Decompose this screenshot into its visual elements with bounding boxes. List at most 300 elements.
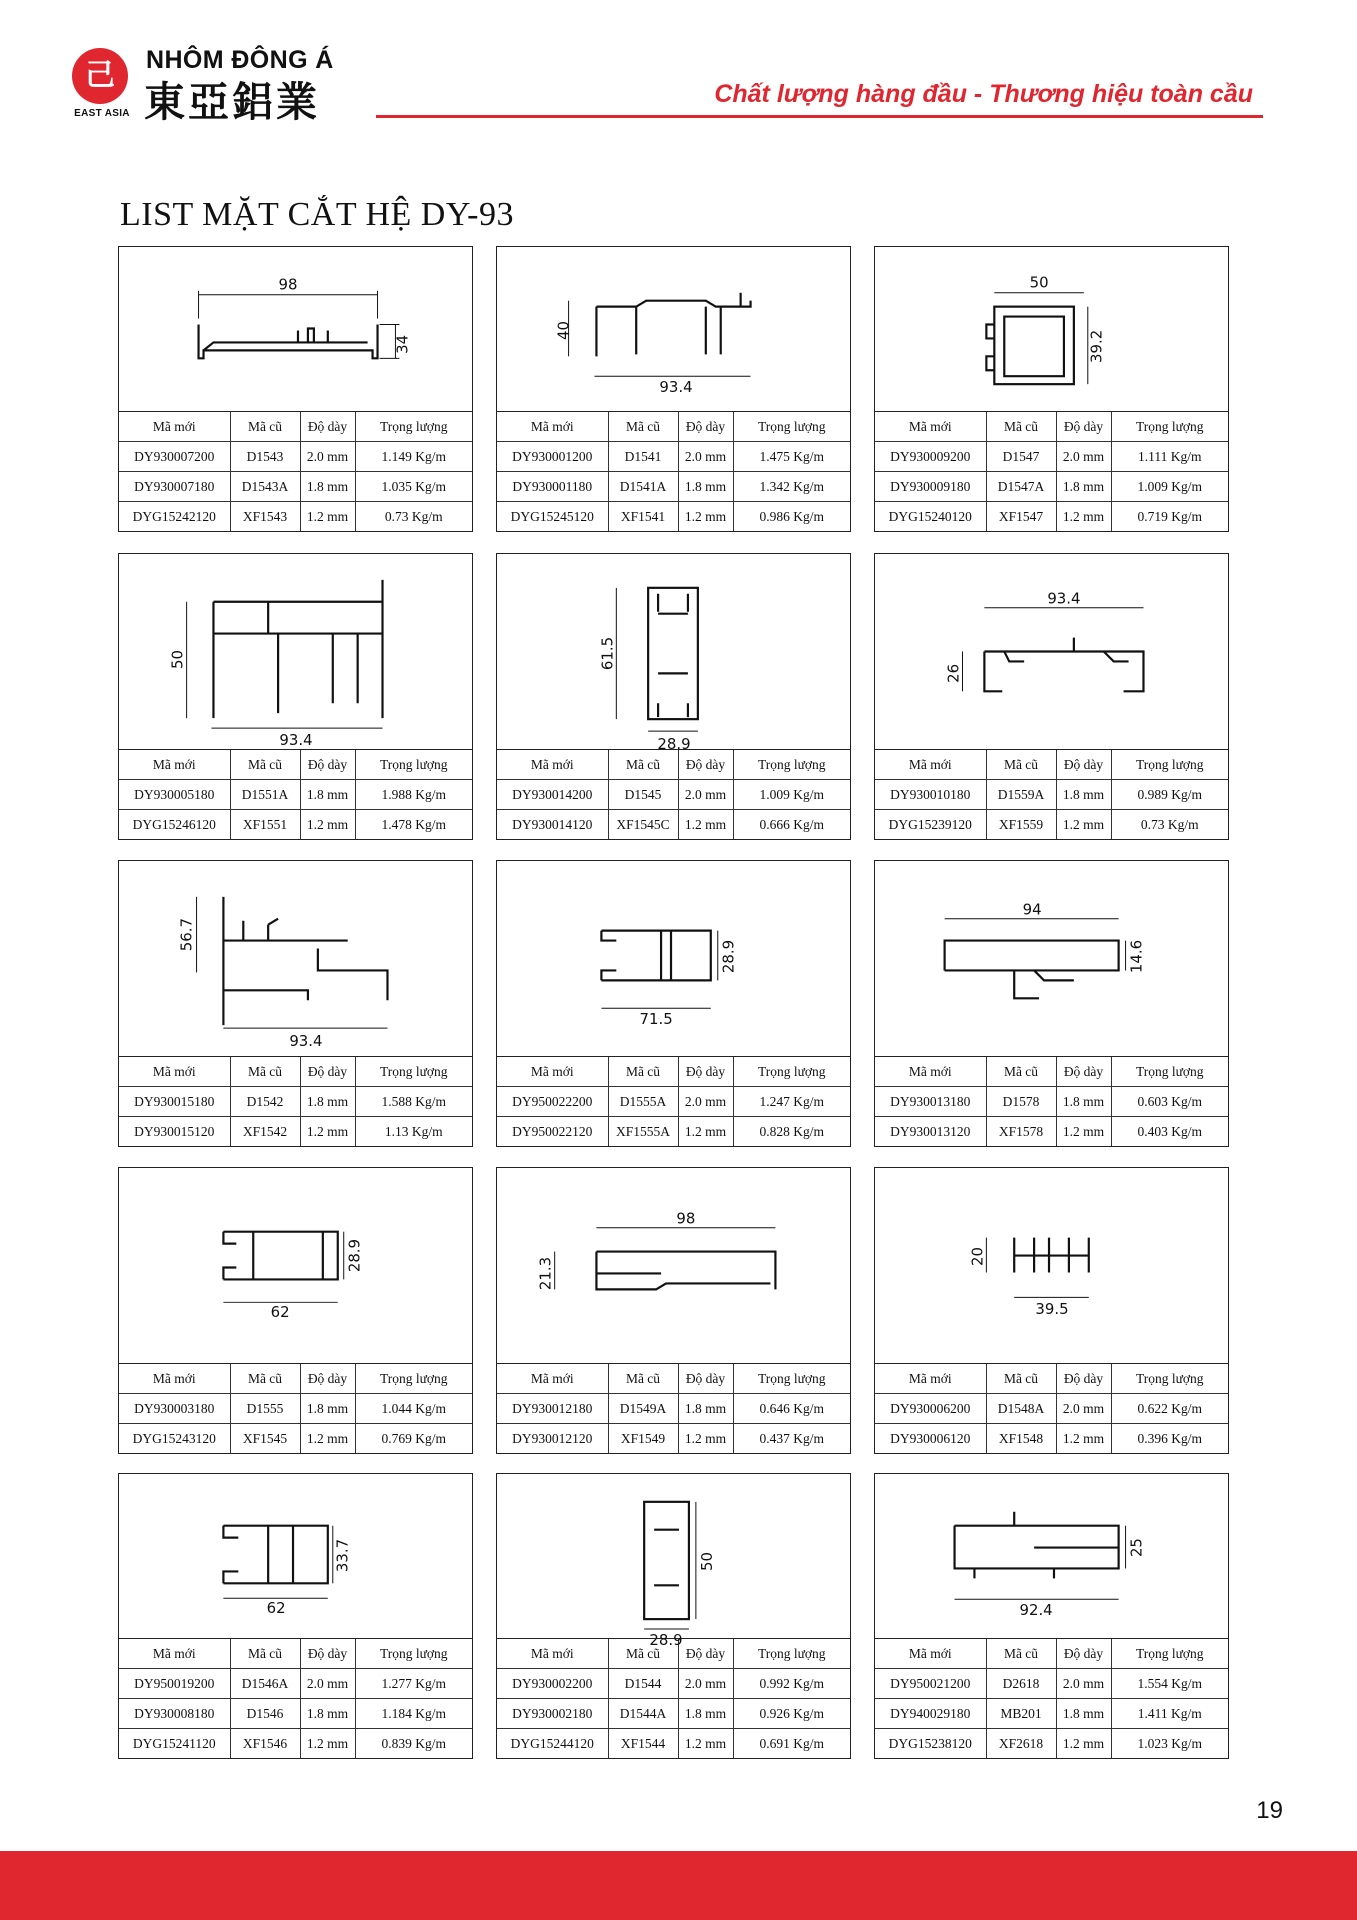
dimension-label: 56.7 [177,918,196,952]
column-header: Mã mới [152,1063,196,1079]
column-header: Mã cũ [608,750,678,780]
table-cell: 2.0 mm [678,1669,733,1699]
table-cell: 1.8 mm [678,472,733,502]
table-cell: 1.2 mm [1056,810,1111,840]
column-header: Độ dày [1056,1057,1111,1087]
table-row [497,1699,850,1729]
profile-card [118,1473,473,1759]
table-cell: DY930009180 [875,472,986,502]
profile-cross-section-drawing [119,247,472,412]
table-cell: 1.2 mm [1056,1117,1111,1147]
dimension-label: 39.5 [1035,1300,1069,1319]
column-header: Mã cũ [230,1364,300,1394]
spec-table [119,1057,472,1146]
table-cell: XF1543 [230,502,300,532]
column-header: Độ dày [678,412,733,442]
dimension-label: 40 [554,321,573,340]
table-cell: XF1578 [986,1117,1056,1147]
table-cell: DYG15239120 [875,810,986,840]
column-header: Độ dày [300,1057,355,1087]
table-cell: 2.0 mm [678,442,733,472]
table-cell: 1.554 Kg/m [1111,1669,1228,1699]
spec-header-row [119,1364,472,1394]
table-cell: DY950019200 [119,1669,230,1699]
dimension-label: 34 [393,334,412,354]
spec-table [875,750,1228,839]
table-cell: 0.437 Kg/m [733,1424,850,1454]
table-cell: 1.2 mm [1056,1424,1111,1454]
table-row [875,1729,1228,1759]
table-row [875,472,1228,502]
table-cell: DY930002200 [497,1669,608,1699]
table-row [875,1669,1228,1699]
spec-header-row [875,750,1228,780]
table-cell: DY930013180 [875,1087,986,1117]
table-cell: DYG15238120 [875,1729,986,1759]
profile-cross-section-drawing [497,554,850,754]
table-cell: 0.622 Kg/m [1111,1394,1228,1424]
spec-header-row [119,412,472,442]
profile-card [874,246,1229,532]
table-cell: 0.666 Kg/m [733,810,850,840]
table-cell: MB201 [986,1699,1056,1729]
table-cell: 1.2 mm [678,1424,733,1454]
spec-header-row [119,750,472,780]
table-cell: XF1548 [986,1424,1056,1454]
table-cell: 2.0 mm [300,442,355,472]
column-header: Trọng lượng [1111,412,1228,442]
profile-card [496,1473,851,1759]
table-cell: D1541A [608,472,678,502]
table-cell: 1.342 Kg/m [733,472,850,502]
spec-table [875,412,1228,531]
profile-cross-section-drawing [875,554,1228,750]
spec-header-row [119,1639,472,1669]
table-cell: D2618 [986,1669,1056,1699]
dimension-label: 14.6 [1127,939,1146,974]
column-header: Trọng lượng [355,750,472,780]
dimension-label: 93.4 [1047,589,1081,608]
logo-title: NHÔM ĐÔNG Á [146,46,334,74]
dimension-label: 71.5 [639,1010,673,1029]
table-cell: XF1544 [608,1729,678,1759]
table-cell: DY930002180 [497,1699,608,1729]
column-header: Mã mới [152,1645,196,1661]
table-row [875,1424,1228,1454]
column-header: Độ dày [678,750,733,780]
table-cell: 0.992 Kg/m [733,1669,850,1699]
table-cell: 2.0 mm [1056,1669,1111,1699]
table-cell: 0.989 Kg/m [1111,780,1228,810]
spec-table [497,750,850,839]
table-row [497,1729,850,1759]
table-cell: D1543 [230,442,300,472]
column-header: Trọng lượng [733,412,850,442]
table-row [119,1394,472,1424]
table-row [875,1394,1228,1424]
table-cell: 1.184 Kg/m [355,1699,472,1729]
dimension-label: 39.2 [1087,329,1106,363]
column-header: Mã cũ [608,1364,678,1394]
table-row [119,1669,472,1699]
table-cell: 1.2 mm [300,810,355,840]
profile-cross-section-drawing [497,247,850,412]
table-cell: XF1551 [230,810,300,840]
table-cell: 0.603 Kg/m [1111,1087,1228,1117]
table-cell: 1.8 mm [300,1087,355,1117]
table-cell: XF1547 [986,502,1056,532]
table-cell: 1.111 Kg/m [1111,442,1228,472]
spec-header-row [497,1057,850,1087]
column-header: Mã cũ [986,1364,1056,1394]
table-row [119,442,472,472]
column-header: Trọng lượng [1111,1639,1228,1669]
profile-cross-section-drawing [119,861,472,1057]
table-cell: DY930015120 [119,1117,230,1147]
dimension-label: 28.9 [345,1238,364,1273]
table-row [875,1087,1228,1117]
table-cell: D1542 [230,1087,300,1117]
table-row [119,1424,472,1454]
spec-table [119,412,472,531]
table-cell: 2.0 mm [678,780,733,810]
table-cell: D1546A [230,1669,300,1699]
table-cell: DY930003180 [119,1394,230,1424]
column-header: Mã cũ [608,1639,678,1669]
table-row [119,1729,472,1759]
table-cell: DYG15243120 [119,1424,230,1454]
spec-header-row [875,1057,1228,1087]
column-header: Độ dày [1056,750,1111,780]
table-cell: DY930007200 [119,442,230,472]
table-cell: D1544 [608,1669,678,1699]
dimension-label: 28.9 [719,939,738,974]
table-cell: 1.8 mm [300,780,355,810]
profile-cross-section-drawing [497,1168,850,1364]
dimension-label: 28.9 [657,734,691,754]
logo-subtitle: EAST ASIA [74,108,130,119]
table-cell: DYG15242120 [119,502,230,532]
table-cell: D1578 [986,1087,1056,1117]
column-header: Độ dày [300,750,355,780]
profile-card [496,860,851,1147]
table-cell: XF1549 [608,1424,678,1454]
table-cell: DY930005180 [119,780,230,810]
dimension-label: 93.4 [289,1032,323,1051]
profile-card [118,860,473,1147]
dimension-label: 62 [266,1599,286,1618]
column-header: Trọng lượng [733,1364,850,1394]
table-cell: 2.0 mm [1056,1394,1111,1424]
table-cell: 1.009 Kg/m [733,780,850,810]
table-cell: 0.403 Kg/m [1111,1117,1228,1147]
profile-cross-section-drawing [497,1474,850,1649]
dimension-label: 50 [1029,273,1049,292]
table-cell: DY930008180 [119,1699,230,1729]
table-cell: 1.478 Kg/m [355,810,472,840]
column-header: Trọng lượng [355,1364,472,1394]
column-header: Mã mới [152,418,196,434]
page-number: 19 [1256,1797,1283,1824]
table-cell: DY940029180 [875,1699,986,1729]
spec-table [875,1057,1228,1146]
spec-header-row [875,1639,1228,1669]
table-cell: DY950022200 [497,1087,608,1117]
table-cell: XF1555A [608,1117,678,1147]
profile-cross-section-drawing [875,861,1228,1057]
spec-table [119,1364,472,1453]
column-header: Mã cũ [986,1639,1056,1669]
table-cell: 1.8 mm [1056,1087,1111,1117]
table-cell: D1548A [986,1394,1056,1424]
table-cell: 2.0 mm [1056,442,1111,472]
spec-header-row [875,412,1228,442]
slogan: Chất lượng hàng đầu - Thương hiệu toàn cầu [714,80,1253,108]
column-header: Mã cũ [986,412,1056,442]
table-cell: DYG15246120 [119,810,230,840]
table-cell: DYG15240120 [875,502,986,532]
spec-table [497,412,850,531]
table-cell: DYG15245120 [497,502,608,532]
column-header: Trọng lượng [1111,1057,1228,1087]
dimension-label: 21.3 [536,1256,555,1291]
table-cell: 1.2 mm [300,1729,355,1759]
column-header: Độ dày [678,1364,733,1394]
logo-cjk-name: 東亞鋁業 [144,78,320,126]
table-row [497,1117,850,1147]
table-cell: 1.2 mm [678,502,733,532]
table-cell: 1.2 mm [300,1117,355,1147]
column-header: Độ dày [300,412,355,442]
table-cell: 1.149 Kg/m [355,442,472,472]
dimension-label: 20 [968,1247,987,1267]
table-cell: D1544A [608,1699,678,1729]
profile-card [874,860,1229,1147]
table-cell: 1.247 Kg/m [733,1087,850,1117]
dimension-label: 50 [697,1551,716,1571]
column-header: Mã cũ [986,1057,1056,1087]
table-cell: 1.2 mm [678,1117,733,1147]
table-cell: 1.475 Kg/m [733,442,850,472]
table-cell: D1551A [230,780,300,810]
table-cell: DY950022120 [497,1117,608,1147]
table-cell: 1.009 Kg/m [1111,472,1228,502]
table-row [497,472,850,502]
table-cell: 0.73 Kg/m [1111,810,1228,840]
table-row [497,502,850,532]
table-cell: DY930006200 [875,1394,986,1424]
column-header: Trọng lượng [1111,1364,1228,1394]
column-header: Độ dày [300,1639,355,1669]
table-cell: DY930012180 [497,1394,608,1424]
spec-header-row [497,750,850,780]
column-header: Mã mới [530,756,574,772]
table-row [875,502,1228,532]
column-header: Trọng lượng [733,1639,850,1669]
table-cell: 0.691 Kg/m [733,1729,850,1759]
table-cell: 1.8 mm [678,1699,733,1729]
table-cell: DYG15241120 [119,1729,230,1759]
profile-cross-section-drawing [119,554,472,750]
column-header: Mã mới [908,756,952,772]
column-header: Trọng lượng [733,1057,850,1087]
table-cell: XF1541 [608,502,678,532]
profile-cross-section-drawing [497,861,850,1057]
table-row [119,472,472,502]
column-header: Mã mới [530,418,574,434]
column-header: Độ dày [1056,412,1111,442]
table-cell: XF1546 [230,1729,300,1759]
dimension-label: 50 [168,649,187,669]
table-cell: 1.277 Kg/m [355,1669,472,1699]
table-cell: 1.988 Kg/m [355,780,472,810]
table-cell: 1.2 mm [300,502,355,532]
table-cell: DY930010180 [875,780,986,810]
dimension-label: 94 [1022,900,1042,919]
column-header: Trọng lượng [355,1639,472,1669]
column-header: Mã cũ [608,412,678,442]
column-header: Mã mới [530,1370,574,1386]
column-header: Mã mới [152,1370,196,1386]
profile-cross-section-drawing [875,1474,1228,1639]
profile-card [874,553,1229,840]
table-cell: XF1545 [230,1424,300,1454]
column-header: Mã cũ [230,412,300,442]
profile-card [118,1167,473,1454]
table-row [119,1117,472,1147]
profile-cross-section-drawing [875,1168,1228,1364]
footer-bar [0,1851,1357,1920]
dimension-label: 93.4 [279,731,313,750]
dimension-label: 28.9 [649,1630,683,1649]
table-cell: DY930012120 [497,1424,608,1454]
table-cell: 1.411 Kg/m [1111,1699,1228,1729]
dimension-label: 98 [278,275,298,294]
column-header: Mã mới [530,1645,574,1661]
table-row [875,810,1228,840]
table-cell: D1547A [986,472,1056,502]
table-cell: D1549A [608,1394,678,1424]
table-cell: DY950021200 [875,1669,986,1699]
spec-table [497,1364,850,1453]
table-cell: 1.8 mm [300,1394,355,1424]
table-cell: D1555 [230,1394,300,1424]
column-header: Mã mới [908,1063,952,1079]
table-cell: 0.73 Kg/m [355,502,472,532]
spec-header-row [497,412,850,442]
column-header: Mã mới [908,1645,952,1661]
table-cell: 1.023 Kg/m [1111,1729,1228,1759]
dimension-label: 61.5 [598,636,617,671]
table-cell: D1541 [608,442,678,472]
table-cell: 1.035 Kg/m [355,472,472,502]
table-row [119,502,472,532]
table-row [119,780,472,810]
dimension-label: 98 [676,1209,696,1228]
dimension-label: 26 [944,663,963,683]
table-cell: 1.8 mm [678,1394,733,1424]
table-cell: 0.396 Kg/m [1111,1424,1228,1454]
table-cell: DY930014200 [497,780,608,810]
table-cell: DY930001200 [497,442,608,472]
table-cell: 1.2 mm [1056,502,1111,532]
header-divider [376,115,1263,118]
dimension-label: 93.4 [659,378,693,397]
table-cell: 2.0 mm [300,1669,355,1699]
spec-header-row [497,1364,850,1394]
table-cell: 0.839 Kg/m [355,1729,472,1759]
table-cell: 2.0 mm [678,1087,733,1117]
table-row [497,1394,850,1424]
spec-table [875,1364,1228,1453]
table-cell: D1559A [986,780,1056,810]
table-cell: 1.044 Kg/m [355,1394,472,1424]
column-header: Mã cũ [230,1057,300,1087]
spec-table [497,1057,850,1146]
table-row [119,810,472,840]
spec-table [119,1639,472,1758]
profile-card [874,1167,1229,1454]
table-row [497,1424,850,1454]
spec-table [875,1639,1228,1758]
dimension-label: 25 [1127,1538,1146,1558]
table-row [497,1669,850,1699]
table-cell: 1.8 mm [300,1699,355,1729]
column-header: Mã cũ [986,750,1056,780]
column-header: Độ dày [678,1639,733,1669]
column-header: Trọng lượng [1111,750,1228,780]
table-cell: DY930015180 [119,1087,230,1117]
spec-table [497,1639,850,1758]
table-cell: DY930009200 [875,442,986,472]
profile-card [496,1167,851,1454]
table-row [875,1117,1228,1147]
table-cell: 0.986 Kg/m [733,502,850,532]
column-header: Mã cũ [230,750,300,780]
dimension-label: 33.7 [333,1538,352,1573]
dimension-label: 62 [270,1303,290,1322]
table-cell: 0.828 Kg/m [733,1117,850,1147]
column-header: Mã cũ [608,1057,678,1087]
column-header: Độ dày [678,1057,733,1087]
profile-card [118,246,473,532]
profile-card [118,553,473,840]
column-header: Trọng lượng [733,750,850,780]
column-header: Độ dày [300,1364,355,1394]
table-row [875,780,1228,810]
table-row [875,442,1228,472]
spec-header-row [119,1057,472,1087]
table-cell: 0.719 Kg/m [1111,502,1228,532]
company-logo [72,46,367,130]
column-header: Mã mới [152,756,196,772]
table-cell: 1.13 Kg/m [355,1117,472,1147]
profile-card [496,553,851,840]
table-cell: 1.2 mm [300,1424,355,1454]
table-row [497,780,850,810]
table-cell: 1.8 mm [1056,1699,1111,1729]
dimension-label: 92.4 [1019,1601,1053,1620]
table-cell: 1.8 mm [1056,472,1111,502]
column-header: Mã cũ [230,1639,300,1669]
table-cell: DY930006120 [875,1424,986,1454]
profile-cross-section-drawing [119,1474,472,1639]
table-cell: 1.2 mm [678,810,733,840]
table-cell: 0.646 Kg/m [733,1394,850,1424]
table-cell: 1.588 Kg/m [355,1087,472,1117]
column-header: Mã mới [908,418,952,434]
table-row [497,1087,850,1117]
